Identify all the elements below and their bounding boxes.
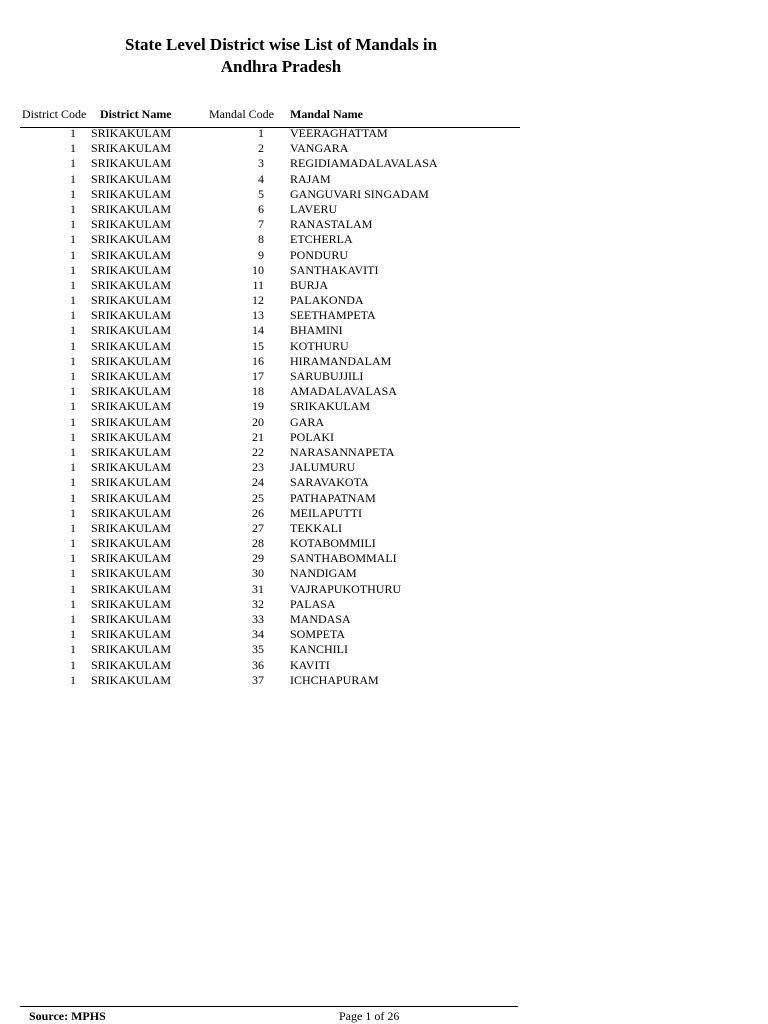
cell-district-code: 1 [70, 308, 76, 323]
cell-mandal-name: PONDURU [290, 247, 349, 262]
cell-district-name: SRIKAKULAM [91, 581, 172, 596]
cell-district-name: SRIKAKULAM [91, 247, 172, 262]
cell-mandal-code: 32 [252, 596, 264, 611]
cell-mandal-code: 7 [258, 217, 264, 232]
cell-mandal-name: PALAKONDA [290, 293, 364, 308]
table-row [0, 582, 768, 597]
cell-district-name: SRIKAKULAM [91, 642, 172, 657]
cell-district-name: SRIKAKULAM [91, 414, 172, 429]
cell-mandal-code: 18 [252, 384, 264, 399]
cell-mandal-name: JALUMURU [290, 460, 356, 475]
cell-district-name: SRIKAKULAM [91, 460, 172, 475]
cell-district-name: SRIKAKULAM [91, 475, 172, 490]
header-mandal-name: Mandal Name [290, 107, 363, 121]
cell-mandal-code: 36 [252, 657, 264, 672]
cell-mandal-code: 37 [252, 672, 264, 687]
table-header [0, 106, 768, 122]
cell-district-name: SRIKAKULAM [91, 444, 172, 459]
cell-district-name: SRIKAKULAM [91, 293, 172, 308]
cell-district-name: SRIKAKULAM [91, 171, 172, 186]
table-row [0, 217, 768, 232]
cell-district-code: 1 [70, 475, 76, 490]
cell-mandal-name: SRIKAKULAM [290, 399, 371, 414]
cell-district-name: SRIKAKULAM [91, 657, 172, 672]
table-row [0, 521, 768, 536]
cell-mandal-code: 15 [252, 338, 264, 353]
table-row [0, 141, 768, 156]
cell-district-code: 1 [70, 186, 76, 201]
cell-mandal-name: POLAKI [290, 429, 334, 444]
cell-district-code: 1 [70, 612, 76, 626]
cell-mandal-code: 31 [252, 581, 264, 596]
cell-district-code: 1 [70, 566, 76, 581]
cell-mandal-name: NARASANNAPETA [290, 444, 395, 459]
cell-mandal-name: SEETHAMPETA [290, 308, 376, 323]
cell-mandal-name: PALASA [290, 596, 336, 611]
cell-district-code: 1 [70, 384, 76, 399]
cell-district-code: 1 [70, 141, 76, 156]
cell-mandal-name: BURJA [290, 277, 329, 292]
cell-mandal-name: SOMPETA [290, 627, 346, 642]
cell-mandal-name: MEILAPUTTI [290, 505, 362, 520]
cell-mandal-code: 1 [258, 126, 264, 140]
cell-mandal-name: LAVERU [290, 201, 338, 216]
document-title-line-2: Andhra Pradesh [220, 57, 342, 76]
cell-district-code: 1 [70, 156, 76, 171]
cell-mandal-code: 2 [258, 141, 264, 156]
cell-mandal-name: SARUBUJJILI [290, 369, 364, 383]
cell-district-code: 1 [70, 293, 76, 308]
cell-mandal-code: 34 [252, 627, 264, 642]
cell-mandal-code: 9 [258, 247, 264, 262]
cell-district-code: 1 [70, 672, 76, 687]
table-row [0, 430, 768, 445]
cell-mandal-name: NANDIGAM [290, 566, 357, 581]
cell-mandal-name: AMADALAVALASA [290, 384, 397, 399]
table-row [0, 475, 768, 490]
cell-district-name: SRIKAKULAM [91, 262, 172, 277]
cell-district-code: 1 [70, 126, 76, 140]
table-row [0, 156, 768, 171]
table-row [0, 460, 768, 475]
table-row [0, 445, 768, 460]
cell-mandal-name: PATHAPATNAM [290, 490, 376, 505]
cell-district-name: SRIKAKULAM [91, 353, 172, 368]
cell-mandal-name: KOTABOMMILI [290, 536, 376, 551]
cell-district-name: SRIKAKULAM [91, 323, 172, 338]
cell-district-code: 1 [70, 581, 76, 596]
cell-district-name: SRIKAKULAM [91, 369, 172, 383]
cell-mandal-code: 29 [252, 551, 264, 566]
cell-district-code: 1 [70, 444, 76, 459]
table-row [0, 673, 768, 688]
cell-mandal-name: MANDASA [290, 612, 351, 626]
cell-mandal-name: ETCHERLA [290, 232, 353, 247]
cell-district-name: SRIKAKULAM [91, 612, 172, 626]
table-row [0, 597, 768, 612]
cell-district-name: SRIKAKULAM [91, 627, 172, 642]
cell-district-name: SRIKAKULAM [91, 186, 172, 201]
cell-district-code: 1 [70, 460, 76, 475]
cell-mandal-name: SANTHAKAVITI [290, 262, 379, 277]
cell-mandal-code: 3 [258, 156, 264, 171]
header-mandal-code: Mandal Code [209, 107, 274, 121]
cell-mandal-name: VAJRAPUKOTHURU [290, 581, 402, 596]
cell-district-code: 1 [70, 353, 76, 368]
cell-district-code: 1 [70, 642, 76, 657]
cell-mandal-name: BHAMINI [290, 323, 343, 338]
cell-district-code: 1 [70, 262, 76, 277]
cell-district-code: 1 [70, 429, 76, 444]
cell-district-code: 1 [70, 323, 76, 338]
cell-mandal-name: HIRAMANDALAM [290, 353, 392, 368]
cell-district-name: SRIKAKULAM [91, 338, 172, 353]
cell-mandal-name: TEKKALI [290, 520, 342, 535]
cell-mandal-code: 33 [252, 612, 264, 626]
table-row [0, 399, 768, 414]
cell-district-name: SRIKAKULAM [91, 201, 172, 216]
document-title [0, 34, 562, 78]
cell-district-name: SRIKAKULAM [91, 596, 172, 611]
table-row [0, 263, 768, 278]
table-row [0, 172, 768, 187]
cell-mandal-name: GANGUVARI SINGADAM [290, 186, 429, 201]
table-row [0, 566, 768, 581]
cell-district-name: SRIKAKULAM [91, 232, 172, 247]
cell-district-name: SRIKAKULAM [91, 429, 172, 444]
cell-mandal-code: 19 [252, 399, 264, 414]
cell-district-name: SRIKAKULAM [91, 536, 172, 551]
cell-district-code: 1 [70, 217, 76, 232]
table-row [0, 491, 768, 506]
cell-mandal-name: KOTHURU [290, 338, 349, 353]
cell-district-code: 1 [70, 399, 76, 414]
cell-mandal-name: KANCHILI [290, 642, 348, 657]
cell-mandal-name: KAVITI [290, 657, 330, 672]
cell-mandal-code: 27 [252, 520, 264, 535]
cell-mandal-code: 23 [252, 460, 264, 475]
table-row [0, 308, 768, 323]
cell-mandal-code: 16 [252, 353, 264, 368]
cell-district-name: SRIKAKULAM [91, 277, 172, 292]
cell-district-code: 1 [70, 520, 76, 535]
cell-district-name: SRIKAKULAM [91, 126, 172, 140]
cell-district-code: 1 [70, 201, 76, 216]
cell-district-name: SRIKAKULAM [91, 520, 172, 535]
cell-mandal-code: 35 [252, 642, 264, 657]
table-row [0, 187, 768, 202]
footer-source: Source: MPHS [29, 1009, 106, 1023]
cell-district-code: 1 [70, 369, 76, 383]
table-row [0, 323, 768, 338]
table-row [0, 536, 768, 551]
cell-mandal-code: 6 [258, 201, 264, 216]
cell-mandal-code: 8 [258, 232, 264, 247]
cell-mandal-name: GARA [290, 414, 325, 429]
cell-district-name: SRIKAKULAM [91, 308, 172, 323]
cell-mandal-name: VANGARA [290, 141, 349, 156]
cell-mandal-code: 26 [252, 505, 264, 520]
table-row [0, 293, 768, 308]
cell-district-code: 1 [70, 171, 76, 186]
cell-district-name: SRIKAKULAM [91, 141, 172, 156]
cell-mandal-code: 22 [252, 444, 264, 459]
cell-district-code: 1 [70, 627, 76, 642]
table-row [0, 658, 768, 673]
cell-mandal-code: 25 [252, 490, 264, 505]
cell-mandal-code: 20 [252, 414, 264, 429]
cell-district-name: SRIKAKULAM [91, 384, 172, 399]
header-district-name: District Name [100, 107, 172, 121]
cell-district-name: SRIKAKULAM [91, 566, 172, 581]
cell-district-code: 1 [70, 232, 76, 247]
cell-district-code: 1 [70, 414, 76, 429]
table-row [0, 415, 768, 430]
table-row [0, 627, 768, 642]
cell-mandal-code: 21 [252, 429, 264, 444]
table-row [0, 642, 768, 657]
cell-district-code: 1 [70, 247, 76, 262]
cell-district-name: SRIKAKULAM [91, 551, 172, 566]
cell-district-code: 1 [70, 277, 76, 292]
cell-mandal-code: 11 [252, 277, 264, 292]
cell-mandal-code: 4 [258, 171, 264, 186]
cell-district-name: SRIKAKULAM [91, 156, 172, 171]
table-row [0, 278, 768, 293]
cell-district-name: SRIKAKULAM [91, 490, 172, 505]
cell-mandal-code: 24 [252, 475, 264, 490]
cell-district-code: 1 [70, 490, 76, 505]
table-row [0, 126, 768, 141]
cell-mandal-code: 30 [252, 566, 264, 581]
document-title-line-1: State Level District wise List of Mandals in [124, 35, 438, 54]
cell-district-code: 1 [70, 338, 76, 353]
cell-district-name: SRIKAKULAM [91, 217, 172, 232]
cell-district-name: SRIKAKULAM [91, 399, 172, 414]
cell-mandal-name: RANASTALAM [290, 217, 373, 232]
footer-divider [20, 1006, 518, 1007]
table-row [0, 339, 768, 354]
cell-district-code: 1 [70, 536, 76, 551]
table-row [0, 202, 768, 217]
cell-district-name: SRIKAKULAM [91, 672, 172, 687]
cell-mandal-code: 14 [252, 323, 264, 338]
table-row [0, 612, 768, 627]
cell-district-code: 1 [70, 551, 76, 566]
table-row [0, 354, 768, 369]
cell-mandal-name: SANTHABOMMALI [290, 551, 397, 566]
page-number: Page 1 of 26 [339, 1009, 400, 1023]
cell-mandal-code: 5 [258, 186, 264, 201]
cell-mandal-code: 10 [252, 262, 264, 277]
cell-district-code: 1 [70, 505, 76, 520]
cell-mandal-name: REGIDIAMADALAVALASA [290, 156, 438, 171]
cell-mandal-code: 12 [252, 293, 264, 308]
cell-mandal-code: 28 [252, 536, 264, 551]
table-row [0, 232, 768, 247]
cell-mandal-name: VEERAGHATTAM [290, 126, 388, 140]
cell-mandal-name: RAJAM [290, 171, 331, 186]
table-row [0, 384, 768, 399]
table-row [0, 369, 768, 384]
cell-district-code: 1 [70, 657, 76, 672]
table-row [0, 551, 768, 566]
table-row [0, 506, 768, 521]
cell-mandal-name: ICHCHAPURAM [290, 672, 379, 687]
table-body [0, 126, 768, 688]
header-district-code: District Code [22, 107, 87, 121]
cell-mandal-name: SARAVAKOTA [290, 475, 369, 490]
cell-mandal-code: 17 [252, 369, 264, 383]
cell-mandal-code: 13 [252, 308, 264, 323]
table-row [0, 248, 768, 263]
cell-district-code: 1 [70, 596, 76, 611]
cell-district-name: SRIKAKULAM [91, 505, 172, 520]
